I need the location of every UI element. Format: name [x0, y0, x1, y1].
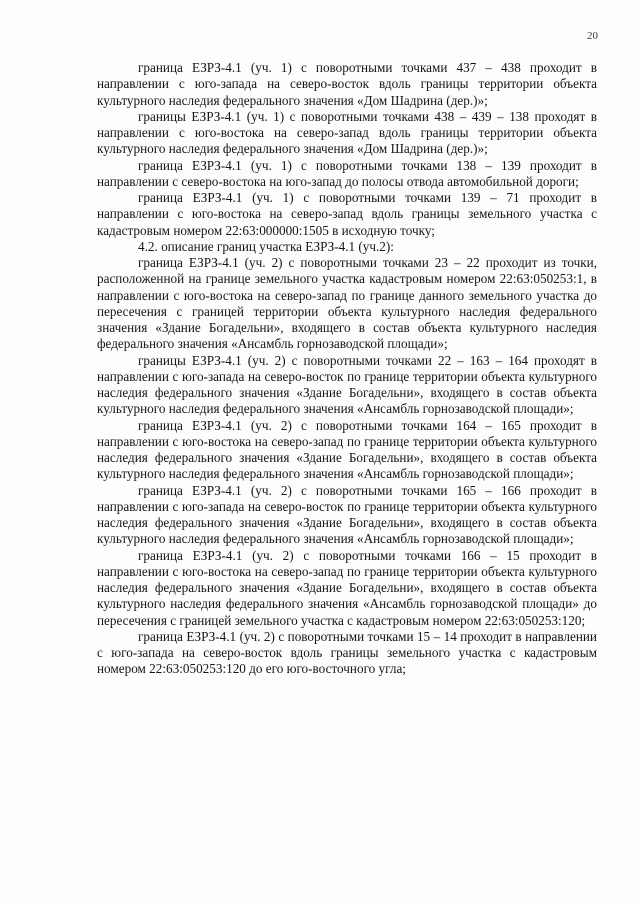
paragraph: границы ЕЗРЗ-4.1 (уч. 1) с поворотными точками 438 – 439 – 138 проходят в направлении с юго-востока на северо-запад вдоль границы территории объекта культурного наследия федерального значения «Дом Шадрина (дер.)»; [97, 108, 597, 157]
page-number: 20 [587, 30, 598, 42]
paragraph: граница ЕЗРЗ-4.1 (уч. 2) с поворотными точками 166 – 15 проходит в направлении с юго-востока на северо-запад по границе территории объекта культурного наследия федерального значения «Здание Богадельни», входящего в состав объекта культурного наследия федерального значения «Ансамбль горнозаводской площади» до пересечения с границей земельного участка с кадастровым номером 22:63:050253:120; [97, 547, 597, 628]
paragraph: граница ЕЗРЗ-4.1 (уч. 1) с поворотными точками 437 – 438 проходит в направлении с юго-запада на северо-восток вдоль границы территории объекта культурного наследия федерального значения «Дом Шадрина (дер.)»; [97, 60, 597, 108]
document-body [97, 60, 597, 678]
paragraph: граница ЕЗРЗ-4.1 (уч. 2) с поворотными точками 23 – 22 проходит из точки, расположенной на границе земельного участка кадастровым номером 22:63:050253:1, в направлении с юго-востока на северо-запад по границе данного земельного участка до пересечения с границей территории объекта культурного наследия федерального значения «Здание Богадельни», входящего в состав объекта культурного наследия федерального значения «Ансамбль горнозаводской площади»; [97, 255, 597, 352]
paragraph: граница ЕЗРЗ-4.1 (уч. 2) с поворотными точками 165 – 166 проходит в направлении с юго-запада на северо-восток по границе территории объекта культурного наследия федерального значения «Здание Богадельни», входящего в состав объекта культурного наследия федерального значения «Ансамбль горнозаводской площади»; [97, 482, 597, 547]
paragraph: граница ЕЗРЗ-4.1 (уч. 1) с поворотными точками 138 – 139 проходит в направлении с северо-востока на юго-запад до полосы отвода автомобильной дороги; [97, 157, 597, 189]
paragraph: граница ЕЗРЗ-4.1 (уч. 2) с поворотными точками 15 – 14 проходит в направлении с юго-запада на северо-восток вдоль границы земельного участка с кадастровым номером 22:63:050253:120 до его юго-восточного угла; [97, 628, 597, 677]
paragraph: границы ЕЗРЗ-4.1 (уч. 2) с поворотными точками 22 – 163 – 164 проходят в направлении с юго-запада на северо-восток по границе территории объекта культурного наследия федерального значения «Здание Богадельни», входящего в состав объекта культурного наследия федерального значения «Ансамбль горнозаводской площади»; [97, 352, 597, 417]
paragraph: граница ЕЗРЗ-4.1 (уч. 1) с поворотными точками 139 – 71 проходит в направлении с юго-востока на северо-запад вдоль границы земельного участка с кадастровым номером 22:63:000000:1505 в исходную точку; [97, 190, 597, 238]
paragraph: граница ЕЗРЗ-4.1 (уч. 2) с поворотными точками 164 – 165 проходит в направлении с юго-востока на северо-запад по границе территории объекта культурного наследия федерального значения «Здание Богадельни», входящего в состав объекта культурного наследия федерального значения «Ансамбль горнозаводской площади»; [97, 417, 597, 482]
section-heading: 4.2. описание границ участка ЕЗРЗ-4.1 (уч.2): [138, 238, 394, 254]
